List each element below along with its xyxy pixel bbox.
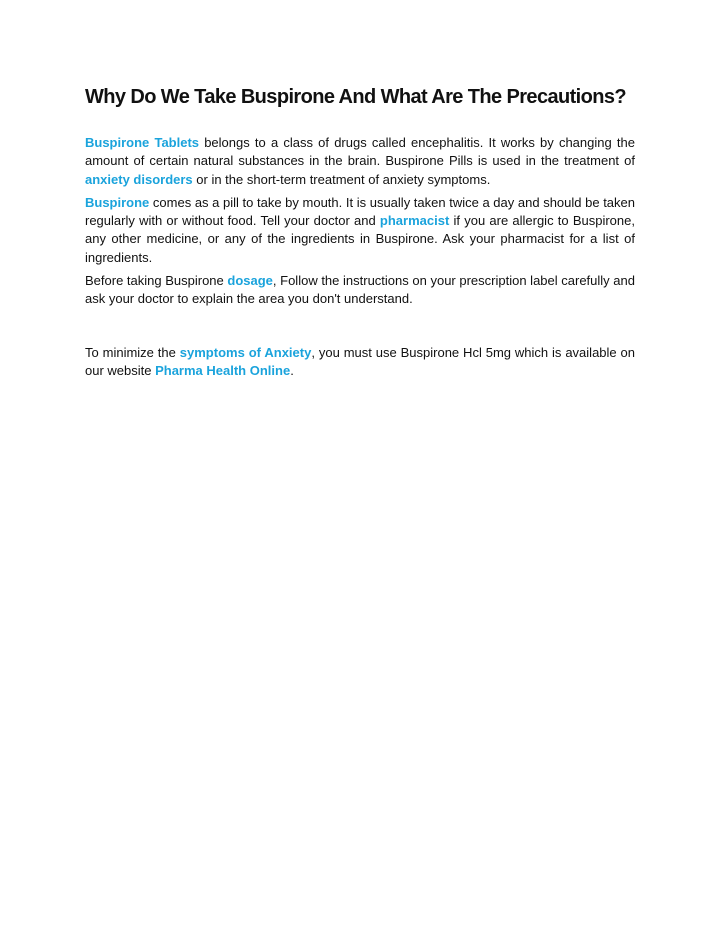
paragraph-text: Before taking Buspirone (85, 273, 228, 289)
document-content (85, 85, 635, 380)
paragraph-dosage (85, 272, 635, 309)
paragraph-text: . (290, 362, 294, 378)
paragraph-text: if you are allergic to Buspirone, any other medicine, or any of the ingredients in Buspirone. Ask your pharmacist for a list of ingredients. (85, 213, 635, 265)
link-buspirone[interactable]: Buspirone (85, 194, 150, 210)
document-title: Why Do We Take Buspirone And What Are The Precautions? (85, 86, 626, 108)
link-pharma-health-online[interactable]: Pharma Health Online (155, 362, 291, 378)
paragraph-minimize-symptoms (85, 344, 635, 381)
link-buspirone-tablets[interactable]: Buspirone Tablets (85, 135, 200, 150)
paragraph-buspirone-usage (85, 194, 635, 267)
paragraph-buspirone-tablets (85, 134, 635, 189)
link-dosage[interactable]: dosage (227, 273, 273, 289)
paragraph-text: or in the short-term treatment of anxiety symptoms. (192, 171, 491, 187)
paragraph-text: belongs to a class of drugs called encephalitis. It works by changing the amount of certain natural substances in the brain. Buspirone Pills is used in the treatment of (85, 135, 635, 169)
paragraph-text: , Follow the instructions on your prescription label carefully and ask your doctor to explain the area you don't understand. (85, 273, 635, 307)
link-symptoms-of-anxiety[interactable]: symptoms of Anxiety (179, 344, 312, 360)
link-anxiety-disorders[interactable]: anxiety disorders (85, 171, 193, 187)
link-pharmacist[interactable]: pharmacist (379, 213, 450, 229)
paragraph-text: , you must use Buspirone Hcl 5mg which is available on our website (85, 344, 636, 378)
paragraph-text: To minimize the (85, 344, 180, 360)
paragraph-text: comes as a pill to take by mouth. It is usually taken twice a day and should be taken regularly with or without food. Tell your doctor and (85, 194, 635, 229)
